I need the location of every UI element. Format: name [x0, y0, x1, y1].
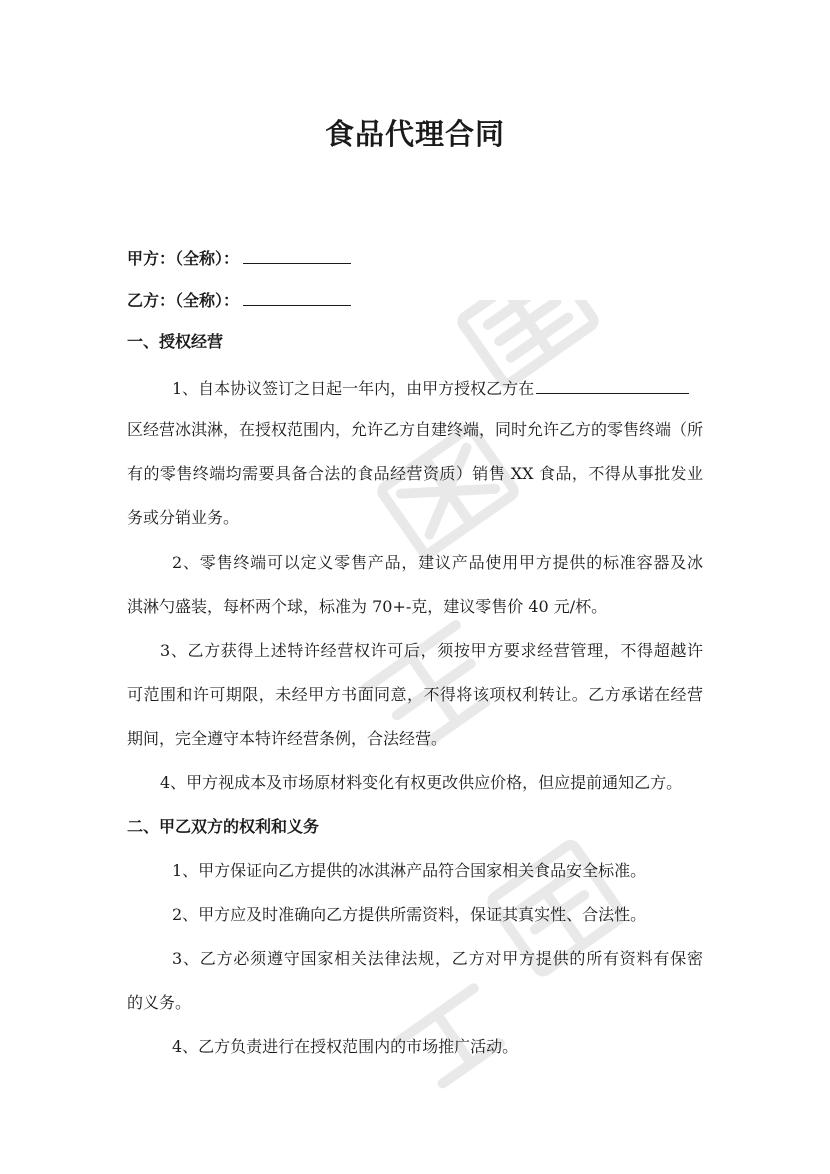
party-b-label: 乙方：（全称）：: [127, 291, 240, 310]
s1-p1-line4: 务或分销业务。: [127, 508, 240, 527]
s2-p3-line1: 3、乙方必须遵守国家相关法律法规，乙方对甲方提供的所有资料有保密: [172, 949, 703, 968]
s1-p1-line1: [172, 376, 689, 399]
party-a-label: 甲方：（全称）：: [127, 249, 240, 268]
s2-p1: 1、甲方保证向乙方提供的冰淇淋产品符合国家相关食品安全标准。: [172, 861, 647, 880]
s1-p1-line2: 区经营冰淇淋，在授权范围内，允许乙方自建终端，同时允许乙方的零售终端（所: [127, 420, 704, 439]
s1-p1-line3: 有的零售终端均需要具备合法的食品经营资质）销售 XX 食品，不得从事批发业: [127, 464, 703, 483]
page-title: 食品代理合同: [324, 117, 505, 151]
s1-p2-line1: 2、零售终端可以定义零售产品，建议产品使用甲方提供的标准容器及冰: [172, 553, 703, 572]
s2-p4: 4、乙方负责进行在授权范围内的市场推广活动。: [172, 1037, 519, 1056]
s1-p4: 4、甲方视成本及市场原材料变化有权更改供应价格，但应提前通知乙方。: [160, 773, 683, 792]
s1-p3-line1: 3、乙方获得上述特许经营权许可后，须按甲方要求经营管理，不得超越许: [160, 641, 703, 660]
party-b-blank: [243, 288, 351, 306]
s2-p2: 2、甲方应及时准确向乙方提供所需资料，保证其真实性、合法性。: [172, 905, 647, 924]
region-blank: [536, 376, 689, 394]
party-a-blank: [243, 246, 351, 264]
s1-p1-text: 1、自本协议签订之日起一年内，由甲方授权乙方在: [172, 379, 535, 398]
s1-p3-line2: 可范围和许可期限，未经甲方书面同意，不得将该项权利转让。乙方承诺在经营: [127, 685, 703, 704]
party-a-line: [127, 246, 351, 269]
s1-p2-line2: 淇淋勺盛装，每杯两个球，标准为 70+-克，建议零售价 40 元/杯。: [127, 597, 608, 616]
party-b-line: [127, 288, 351, 311]
section-1-heading: 一、授权经营: [127, 332, 224, 351]
section-2-heading: 二、甲乙双方的权利和义务: [127, 817, 320, 836]
s1-p3-line3: 期间，完全遵守本特许经营条例，合法经营。: [127, 729, 448, 748]
s2-p3-line2: 的义务。: [127, 993, 192, 1012]
